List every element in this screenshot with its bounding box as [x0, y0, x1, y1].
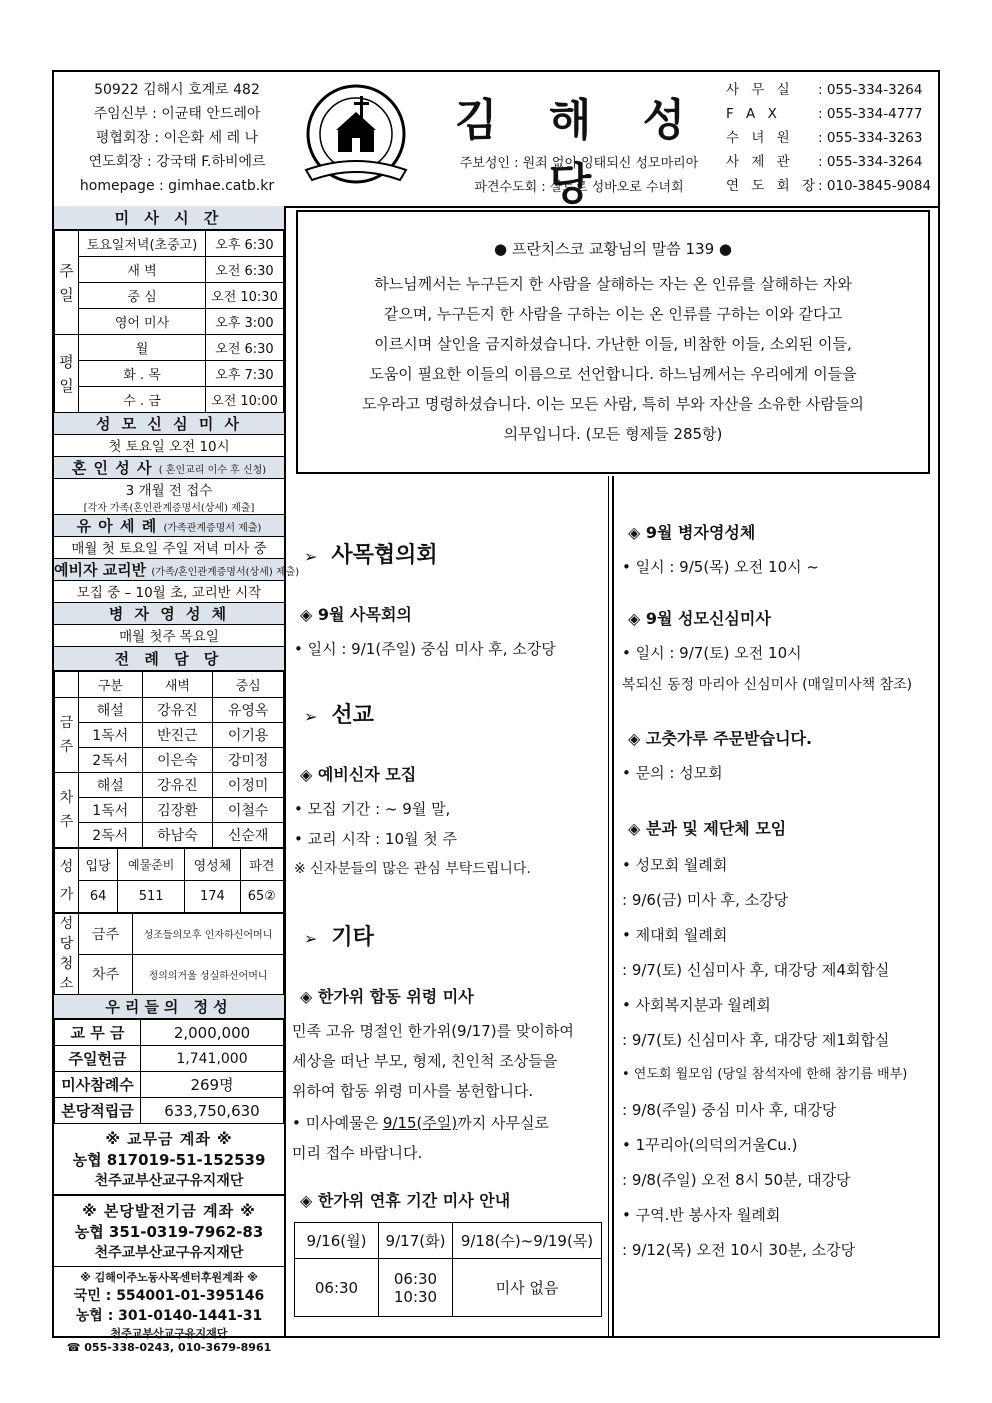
- group-schedule: : 9/7(토) 신심미사 후, 대강당 제1회합실: [622, 1031, 890, 1049]
- bulletin-page: [52, 70, 940, 1354]
- choir-label: 성가: [55, 849, 79, 913]
- account-number: 농협 817019-51-152539: [72, 1151, 266, 1169]
- mass-name: 영어 미사: [79, 309, 206, 335]
- group-name: • 사회복지분과 월례회: [622, 996, 771, 1014]
- pepper-heading: ◈ 고춧가루 주문받습니다.: [628, 729, 813, 748]
- contact-label: 수 녀 원: [726, 130, 794, 146]
- mass-name: 새 벽: [79, 257, 206, 283]
- mass-time: 오전 10:30: [206, 283, 284, 309]
- wedding-text: 3 개월 전 접수: [125, 483, 213, 499]
- sick-text: • 일시 : 9/5(목) 오전 10시 ~: [622, 558, 819, 576]
- liturgy-role: 해설: [79, 773, 143, 798]
- liturgy-person: 하남숙: [142, 823, 213, 848]
- groups-heading: ◈ 분과 및 제단체 모임: [628, 819, 787, 838]
- recruit-text: • 교리 시작 : 10월 첫 주: [294, 830, 458, 848]
- holiday-time: 06:30: [295, 1259, 379, 1317]
- offering-value: 633,750,630: [141, 1098, 284, 1124]
- holiday-mass-table: [294, 1222, 602, 1317]
- account-title: ※ 본당발전기금 계좌 ※: [82, 1202, 256, 1220]
- liturgy-person: 이철수: [213, 798, 284, 823]
- section-title: 선교: [331, 703, 374, 728]
- group-schedule: : 9/8(주일) 중심 미사 후, 대강당: [622, 1101, 837, 1119]
- cleaning-group: 성조들의모후 인자하신어머니: [133, 914, 284, 955]
- meeting-heading: ◈ 9월 사목회의: [300, 605, 412, 624]
- wedding-label: 혼 인 성 사: [71, 459, 153, 477]
- catechumen-note: (가족/혼인관계증명서(상세) 제출): [151, 567, 300, 578]
- section-etc: [304, 920, 374, 951]
- contact-value: : 055-334-3264: [818, 82, 923, 98]
- recruit-text: • 모집 기간 : ~ 9월 말,: [294, 800, 451, 818]
- account-number: 국민 : 554001-01-395146: [73, 1288, 265, 1304]
- elder-head: 연도회장 : 강국태 F.하비에르: [88, 154, 266, 170]
- memorial-text: [292, 1112, 549, 1133]
- mass-time: 오후 7:30: [206, 361, 284, 387]
- liturgy-person: 강미정: [213, 748, 284, 773]
- mass-time: 오전 10:00: [206, 387, 284, 413]
- memorial-text: 미리 접수 바랍니다.: [292, 1144, 423, 1162]
- offering-title: 우리들의 정성: [54, 995, 284, 1019]
- cleaning-group: 정의의거울 성실하신어머니: [133, 954, 284, 995]
- offering-value: 269명: [141, 1072, 284, 1098]
- mass-time: 오후 3:00: [206, 309, 284, 335]
- group-name: • 연도회 월모임 (당일 참석자에 한해 참기름 배부): [622, 1067, 908, 1082]
- sunday-label: 주일: [55, 231, 79, 335]
- memorial-text-part: 까지 사무실로: [457, 1114, 549, 1132]
- right-column: [612, 476, 938, 1336]
- contact-value: : 055-334-3264: [818, 154, 923, 170]
- choir-header: 예물준비: [118, 849, 185, 881]
- homepage: homepage : gimhae.catb.kr: [79, 178, 275, 194]
- section-title: 기타: [331, 925, 374, 950]
- cleaning-week: 차주: [79, 954, 133, 995]
- weekday-label: 평일: [55, 335, 79, 413]
- mass-name: 중 심: [79, 283, 206, 309]
- section-pastoral-council: [304, 538, 438, 569]
- account-title: ※ 교무금 계좌 ※: [105, 1130, 233, 1148]
- catechumen-text: 모집 중 – 10월 초, 교리반 시작: [54, 581, 284, 603]
- address: 50922 김해시 호계로 482: [94, 82, 260, 98]
- arrow-icon: ➢: [304, 547, 318, 566]
- account-phone: ☎ 055-338-0243, 010-3679-8961: [66, 1341, 272, 1354]
- contact-label: F A X: [726, 106, 781, 122]
- quote-line: 도우라고 명령하셨습니다. 이는 모든 사람, 특히 부와 자산을 소유한 사람들의: [362, 395, 864, 413]
- account-box-1: [54, 1124, 284, 1196]
- contact-row: [726, 150, 938, 174]
- contact-list: [726, 78, 938, 198]
- group-schedule: : 9/6(금) 미사 후, 소강당: [622, 891, 789, 909]
- holiday-time: 미사 없음: [453, 1259, 602, 1317]
- holiday-date: 9/18(수)~9/19(목): [453, 1223, 602, 1259]
- liturgy-person: 반진근: [142, 723, 213, 748]
- baptism-label: 유 아 세 례: [76, 517, 158, 535]
- liturgy-role: 2독서: [79, 748, 143, 773]
- choir-value: 65②: [240, 881, 283, 913]
- mary-text: • 일시 : 9/7(토) 오전 10시: [622, 644, 802, 662]
- liturgy-person: 강유진: [142, 773, 213, 798]
- mass-name: 월: [79, 335, 206, 361]
- liturgy-role: 1독서: [79, 798, 143, 823]
- choir-value: 511: [118, 881, 185, 913]
- recruit-note: ※ 신자분들의 많은 관심 부탁드립니다.: [294, 861, 531, 877]
- account-number: 농협 : 301-0140-1441-31: [75, 1308, 263, 1324]
- contact-value: : 010-3845-9084: [818, 178, 932, 194]
- offering-label: 주일헌금: [55, 1046, 141, 1072]
- council-head: 평협회장 : 이은화 세 레 나: [95, 130, 259, 146]
- mass-times-table: [54, 230, 284, 413]
- contact-label: 사 무 실: [726, 82, 794, 98]
- offering-value: 1,741,000: [141, 1046, 284, 1072]
- liturgy-table: [54, 671, 284, 848]
- mass-name: 토요일저녁(초중고): [79, 231, 206, 257]
- choir-value: 174: [185, 881, 241, 913]
- arrow-icon: ➢: [304, 929, 318, 948]
- holiday-date: 9/17(화): [379, 1223, 453, 1259]
- liturgy-person: 이은숙: [142, 748, 213, 773]
- contact-label: 연 도 회 장: [726, 178, 820, 194]
- quote-line: 같으며, 누구든지 한 사람을 구하는 이는 온 인류를 구하는 이와 같다고: [383, 305, 843, 323]
- memorial-heading: ◈ 한가위 합동 위령 미사: [300, 987, 474, 1006]
- contact-row: [726, 126, 938, 150]
- liturgy-header: 구분: [79, 672, 143, 698]
- mary-mass-text: 첫 토요일 오전 10시: [54, 435, 284, 457]
- liturgy-person: 유영옥: [213, 698, 284, 723]
- week-label: 차주: [55, 773, 79, 848]
- quote-title: ● 프란치스코 교황님의 말씀 139 ●: [493, 240, 733, 258]
- column-divider: [608, 476, 609, 1336]
- memorial-text: 세상을 떠난 부모, 형제, 친인척 조상들을: [292, 1052, 558, 1070]
- account-owner: 천주교부산교구유지재단: [110, 1327, 228, 1340]
- mass-name: 수 . 금: [79, 387, 206, 413]
- account-title: ※ 김해이주노동사목센터후원계좌 ※: [80, 1271, 258, 1284]
- wedding-sub: [각자 가족(혼인관계증명서(상세) 제출]: [54, 499, 284, 515]
- mass-name: 화 . 목: [79, 361, 206, 387]
- convent: 파견수도회 : 샬트르 성바오로 수녀회: [474, 180, 684, 195]
- quote-line: 의무입니다. (모든 형제들 285항): [503, 425, 723, 443]
- mary-heading: ◈ 9월 성모신심미사: [628, 609, 771, 628]
- mass-times-title: 미 사 시 간: [54, 206, 284, 230]
- holiday-time: [379, 1259, 453, 1317]
- parish-logo: [296, 82, 416, 194]
- liturgy-person: 강유진: [142, 698, 213, 723]
- group-name: • 구역.반 봉사자 월례회: [622, 1206, 781, 1224]
- wedding-title: [54, 457, 284, 479]
- offering-label: 미사참례수: [55, 1072, 141, 1098]
- group-schedule: : 9/7(토) 신심미사 후, 대강당 제4회합실: [622, 961, 890, 979]
- contact-row: [726, 102, 938, 126]
- holiday-time-2: 10:30: [393, 1287, 438, 1306]
- contact-label: 사 제 관: [726, 154, 794, 170]
- group-name: • 제대회 월례회: [622, 926, 728, 944]
- offering-table: [54, 1019, 284, 1124]
- sick-communion-text: 매월 첫주 목요일: [54, 625, 284, 647]
- account-box-2: [54, 1196, 284, 1267]
- offering-label: 교 무 금: [55, 1020, 141, 1046]
- sick-communion-title: 병 자 영 성 체: [54, 603, 284, 625]
- sick-heading: ◈ 9월 병자영성체: [628, 523, 756, 542]
- memorial-text: 위하여 합동 위령 미사를 봉헌합니다.: [292, 1082, 534, 1100]
- week-label: 금주: [55, 698, 79, 773]
- quote-line: 이르시며 살인을 금지하셨습니다. 가난한 이들, 비참한 이들, 소외된 이들,: [374, 335, 852, 353]
- catechumen-title: [54, 559, 300, 581]
- liturgy-person: 이정미: [213, 773, 284, 798]
- middle-column: [290, 476, 608, 1336]
- memorial-text: 민족 고유 명절인 한가위(9/17)를 맞이하여: [292, 1022, 574, 1040]
- liturgy-person: 신순재: [213, 823, 284, 848]
- contact-value: : 055-334-3263: [818, 130, 923, 146]
- liturgy-title: 전 례 담 당: [54, 647, 284, 671]
- mass-time: 오전 6:30: [206, 257, 284, 283]
- holiday-date: 9/16(월): [295, 1223, 379, 1259]
- liturgy-person: 이기용: [213, 723, 284, 748]
- liturgy-role: 해설: [79, 698, 143, 723]
- account-box-3: [54, 1267, 284, 1356]
- corner-cell: [55, 672, 79, 698]
- mass-time: 오후 6:30: [206, 231, 284, 257]
- contact-row: [726, 78, 938, 102]
- choir-header: 파견: [240, 849, 283, 881]
- cleaning-week: 금주: [79, 914, 133, 955]
- liturgy-role: 1독서: [79, 723, 143, 748]
- holiday-heading: ◈ 한가위 연휴 기간 미사 안내: [300, 1191, 511, 1210]
- wedding-note: ( 혼인교리 이수 후 신청): [158, 465, 267, 476]
- quote-line: 도움이 필요한 이들의 이름으로 선언합니다. 하느님께서는 우리에게 이들을: [369, 365, 857, 383]
- account-owner: 천주교부산교구유지재단: [94, 1173, 244, 1189]
- quote-line: 하느님께서는 누구든지 한 사람을 살해하는 자는 온 인류를 살해하는 자와: [374, 275, 852, 293]
- baptism-title: [54, 515, 284, 537]
- group-name: • 1꾸리아(의덕의거울Cu.): [622, 1136, 798, 1154]
- recruit-heading: ◈ 예비신자 모집: [300, 765, 417, 784]
- baptism-text: 매월 첫 토요일 주일 저녁 미사 중: [54, 537, 284, 559]
- pope-quote-box: [296, 210, 930, 474]
- parish-info: [62, 78, 292, 198]
- groups-list: [622, 848, 938, 1268]
- section-title: 사목협의회: [331, 543, 438, 568]
- cleaning-label: 성당청소: [55, 914, 79, 995]
- account-number: 농협 351-0319-7962-83: [74, 1223, 264, 1241]
- group-schedule: : 9/12(목) 오전 10시 30분, 소강당: [622, 1241, 856, 1259]
- group-schedule: : 9/8(주일) 오전 8시 50분, 대강당: [622, 1171, 851, 1189]
- quote-text: [298, 269, 928, 449]
- offering-value: 2,000,000: [141, 1020, 284, 1046]
- parish-title: 김 해 성 당: [454, 95, 704, 210]
- meeting-text: • 일시 : 9/1(주일) 중심 미사 후, 소강당: [294, 640, 556, 658]
- arrow-icon: ➢: [304, 707, 318, 726]
- liturgy-person: 김장환: [142, 798, 213, 823]
- patron-saint: 주보성인 : 원죄 없이 잉태되신 성모마리아: [459, 156, 699, 171]
- choir-header: 영성체: [185, 849, 241, 881]
- holiday-time-1: 06:30: [393, 1269, 438, 1288]
- pastor: 주임신부 : 이균태 안드레아: [93, 106, 261, 122]
- pepper-text: • 문의 : 성모회: [622, 764, 723, 782]
- mary-mass-title: 성 모 신 심 미 사: [54, 413, 284, 435]
- contact-value: : 055-334-4777: [818, 106, 923, 122]
- section-mission: [304, 698, 374, 729]
- memorial-deadline: 9/15(주일): [382, 1114, 458, 1132]
- memorial-text-part: • 미사예물은: [292, 1114, 383, 1132]
- choir-value: 64: [79, 881, 118, 913]
- account-owner: 천주교부산교구유지재단: [94, 1245, 244, 1261]
- mass-time: 오전 6:30: [206, 335, 284, 361]
- cleaning-table: [54, 913, 284, 995]
- left-sidebar: [54, 206, 300, 1354]
- choir-table: [54, 848, 284, 913]
- catechumen-label: 예비자 교리반: [54, 561, 147, 579]
- liturgy-header: 새벽: [142, 672, 213, 698]
- offering-label: 본당적립금: [55, 1098, 141, 1124]
- mary-text: 복되신 동정 마리아 신심미사 (매일미사책 참조): [622, 677, 913, 693]
- choir-header: 입당: [79, 849, 118, 881]
- contact-row: [726, 174, 938, 198]
- group-name: • 성모회 월례회: [622, 856, 728, 874]
- liturgy-role: 2독서: [79, 823, 143, 848]
- baptism-note: (가족관계증명서 제출): [163, 523, 262, 534]
- liturgy-header: 중심: [213, 672, 284, 698]
